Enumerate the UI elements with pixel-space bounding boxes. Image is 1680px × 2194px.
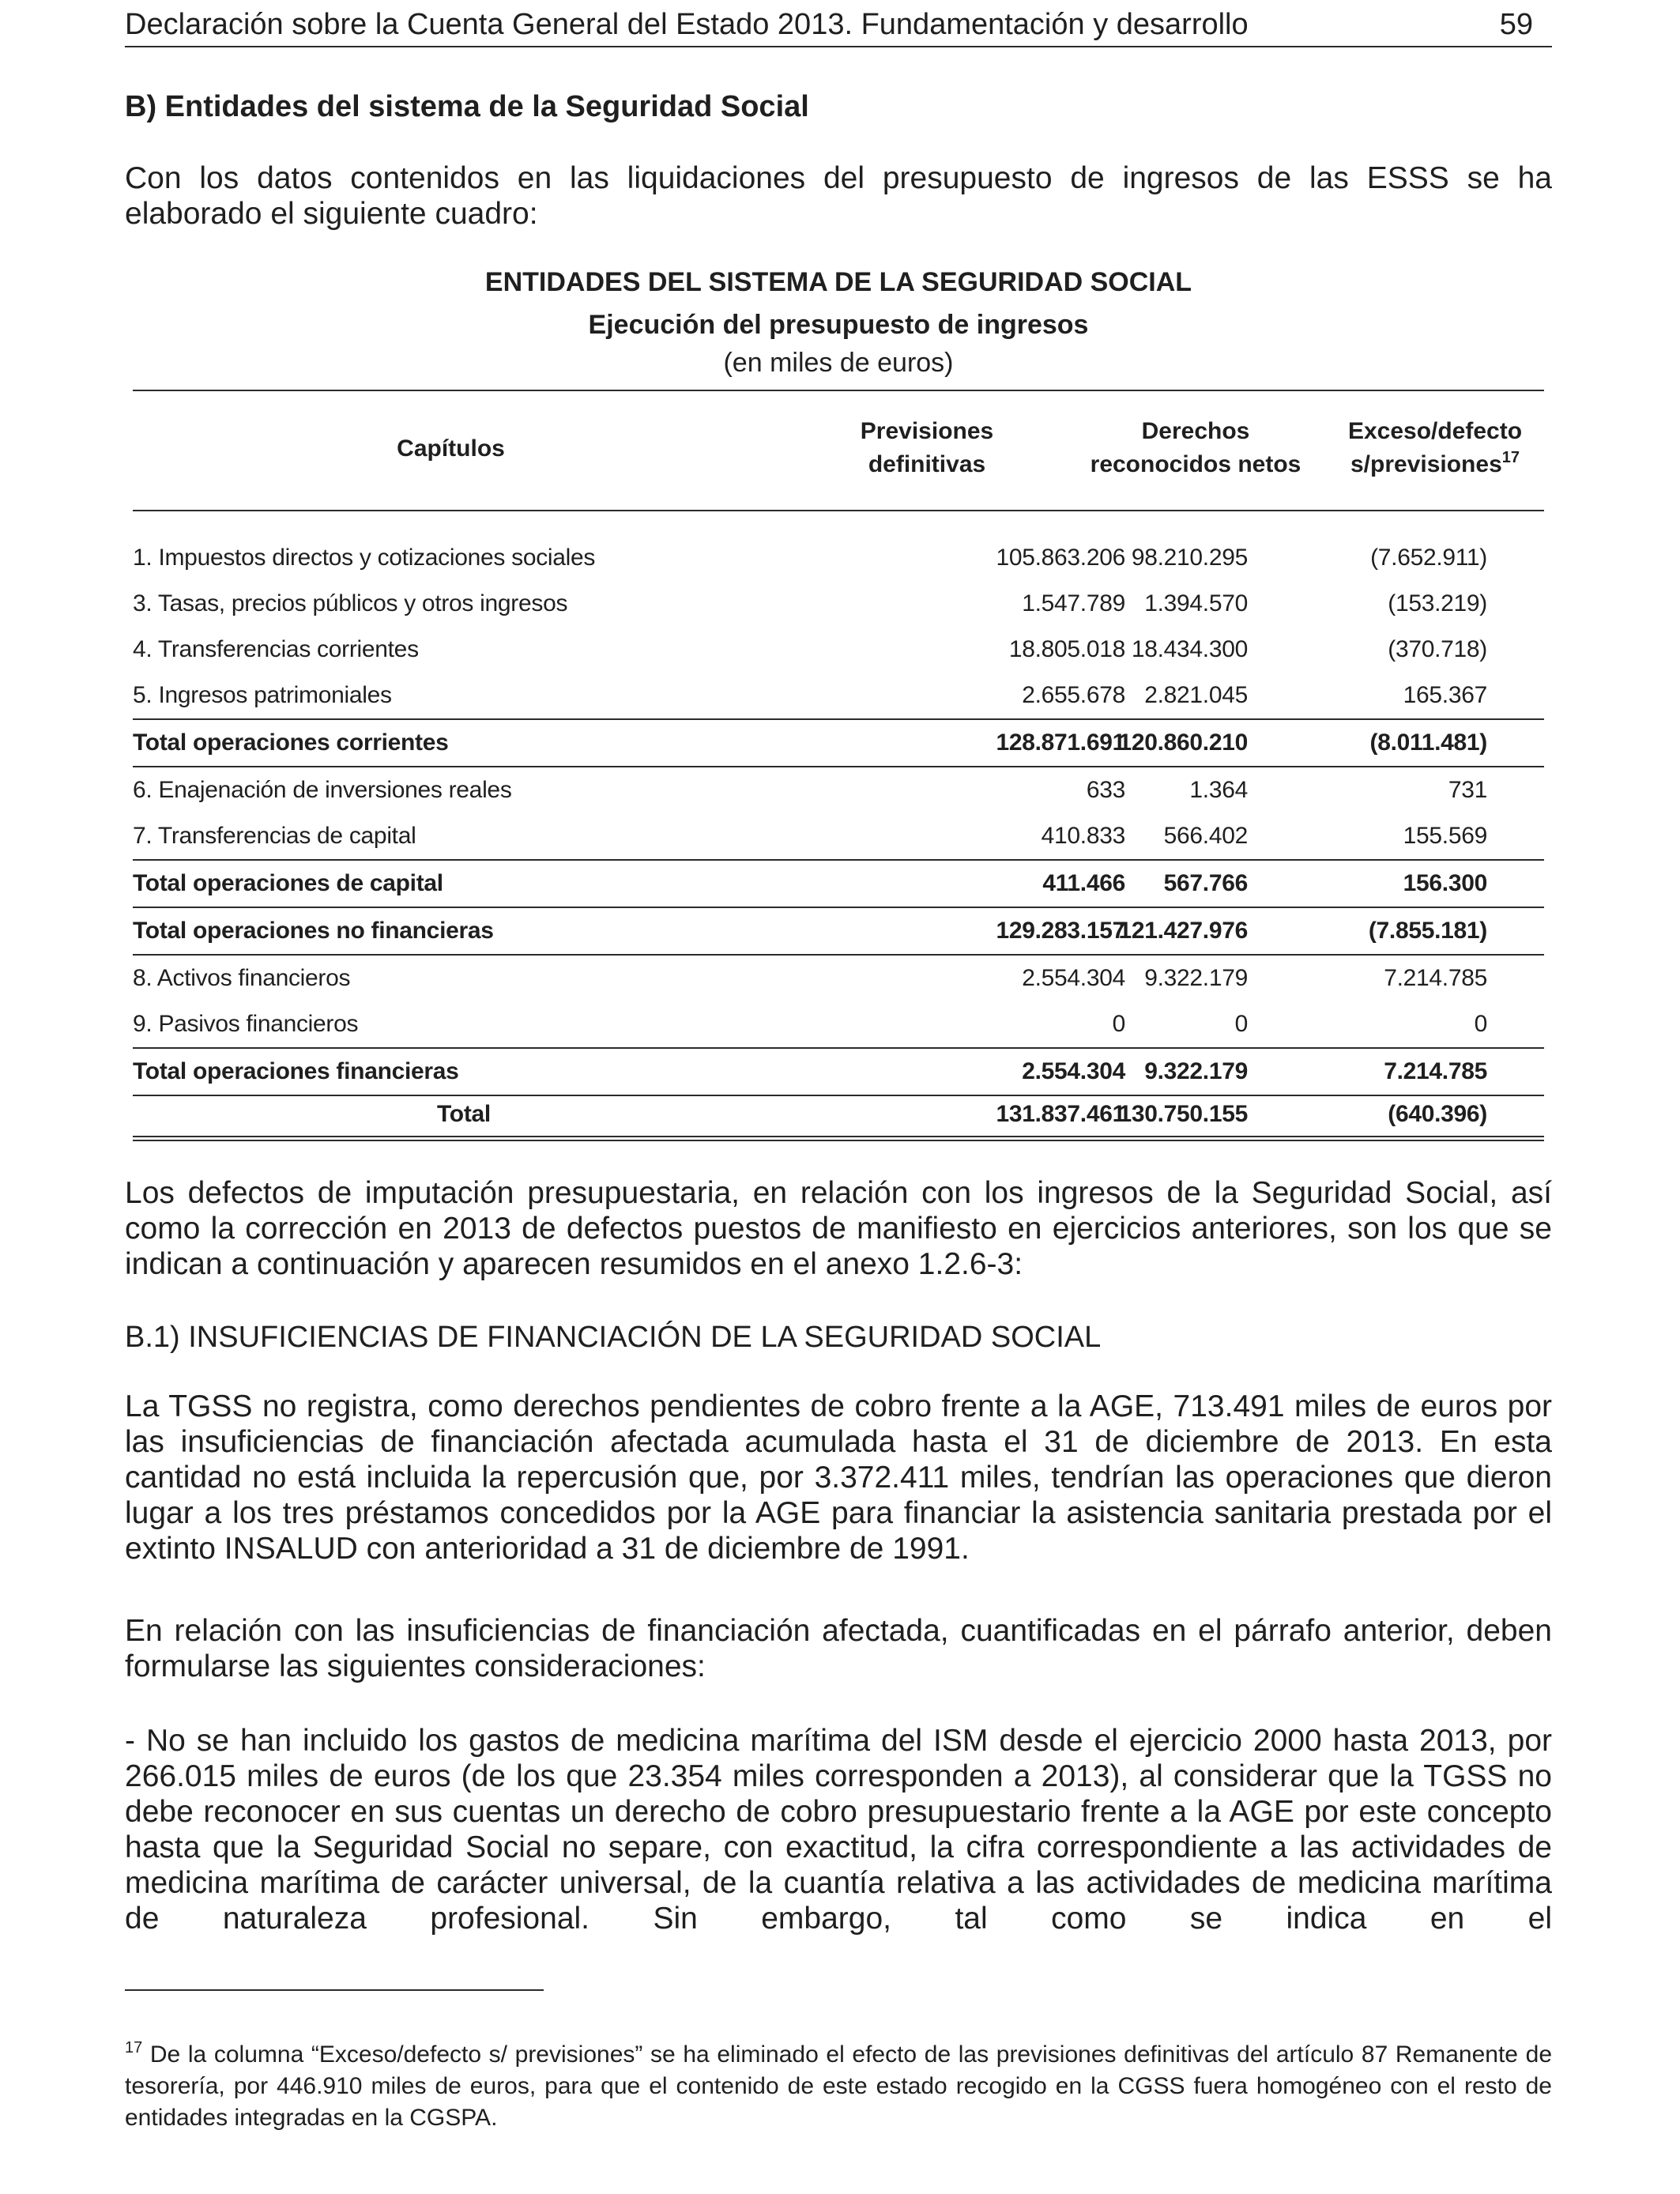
table-row: 9. Pasivos financieros 0 0 0 — [133, 1011, 1487, 1037]
table-row: 4. Transferencias corrientes 18.805.018 18.434.300 (370.718) — [133, 636, 1487, 662]
table-unit: (en miles de euros) — [723, 348, 954, 378]
table-row: 5. Ingresos patrimoniales 2.655.678 2.821.045 165.367 — [133, 682, 1487, 708]
table-row: 1. Impuestos directos y cotizaciones sociales 105.863.206 98.210.295 (7.652.911) — [133, 545, 1487, 571]
column-header-derechos: Derechos reconocidos netos — [1090, 418, 1301, 477]
section-heading: B) Entidades del sistema de la Seguridad Social — [125, 90, 809, 123]
subtotal-row: Total operaciones no financieras 129.283.157 121.427.976 (7.855.181) — [133, 907, 1544, 954]
table-row: 7. Transferencias de capital 410.833 566.402 155.569 — [133, 823, 1487, 849]
subtotal-row: Total operaciones financieras 2.554.304 9.322.179 7.214.785 — [133, 1047, 1544, 1095]
subtotal-row: Total operaciones de capital 411.466 567.766 156.300 — [133, 859, 1544, 907]
table-row: 6. Enajenación de inversiones reales 633 1.364 731 — [133, 766, 1544, 813]
running-header — [125, 5, 1552, 47]
income-budget-table — [133, 265, 1544, 1141]
body-paragraph-4: - No se han incluido los gastos de medicina marítima del ISM desde el ejercicio 2000 hasta 2013, por 266.015 miles de euros (de los que 23.354 miles corresponden a 2013), al considerar que la TGSS no debe reconocer en sus cuentas un derecho de cobro presupuestario frente a la AGE por este concepto hasta que la Seguridad Social no separe, con exactitud, la cifra correspondiente a las actividades de medicina marítima de carácter universal, de la cuantía relativa a las actividades de medicina marítima de naturaleza profesional. Sin embargo, tal como se indica en el — [125, 1724, 1552, 1936]
table-subtitle: Ejecución del presupuesto de ingresos — [588, 310, 1089, 340]
footnote-number: 17 — [125, 2039, 143, 2056]
grand-total-row: Total 131.837.461 130.750.155 (640.396) — [133, 1095, 1544, 1136]
intro-paragraph: Con los datos contenidos en las liquidaciones del presupuesto de ingresos de las ESSS se ha elaborado el siguiente cuadro: — [125, 161, 1552, 231]
table-title: ENTIDADES DEL SISTEMA DE LA SEGURIDAD SOCIAL — [484, 267, 1192, 297]
column-header-exceso: Exceso/defecto s/previsiones$^{17}$ — [1347, 418, 1523, 477]
footnote-text: De la columna “Exceso/defecto s/ previsiones” se ha eliminado el efecto de las previsiones definitivas del artículo 87 Remanente de tesorería, por 446.910 miles de euros, para que el contenido de este estado recogido en la CGSS fuera homogéneo con el resto de entidades integradas en la CGSPA. — [125, 2041, 1552, 2131]
table-row: 8. Activos financieros 2.554.304 9.322.179 7.214.785 — [133, 954, 1544, 1001]
table-row: 3. Tasas, precios públicos y otros ingresos 1.547.789 1.394.570 (153.219) — [133, 590, 1487, 616]
footnote — [125, 2039, 1552, 2134]
column-header-capitulos: Capítulos — [397, 435, 505, 462]
subtotal-row: Total operaciones corrientes 128.871.691 120.860.210 (8.011.481) — [133, 718, 1544, 766]
body-paragraph-3: En relación con las insuficiencias de financiación afectada, cuantificadas en el párrafo anterior, deben formularse las siguientes consideraciones: — [125, 1614, 1552, 1683]
table-bottom-double-rule — [133, 1136, 1544, 1141]
footnote-separator — [125, 1989, 544, 1991]
column-header-previsiones: Previsiones definitivas — [860, 418, 994, 477]
page-number: 59 — [1499, 8, 1533, 41]
footnote-ref: 17 — [1501, 449, 1520, 466]
table-column-headers — [133, 391, 1544, 511]
body-paragraph-2: La TGSS no registra, como derechos pendientes de cobro frente a la AGE, 713.491 miles de euros por las insuficiencias de financiación afectada acumulada hasta el 31 de diciembre de 2013. En esta cantidad no está incluida la repercusión que, por 3.372.411 miles, tendrían las operaciones que dieron lugar a los tres préstamos concedidos por la AGE para financiar la asistencia sanitaria prestada por el extinto INSALUD con anterioridad a 31 de diciembre de 1991. — [125, 1389, 1552, 1566]
body-paragraph-1: Los defectos de imputación presupuestaria, en relación con los ingresos de la Seguridad Social, así como la corrección en 2013 de defectos puestos de manifiesto en ejercicios anteriores, son los que se indican a continuación y aparecen resumidos en el anexo 1.2.6-3: — [125, 1176, 1552, 1281]
running-header-title: Declaración sobre la Cuenta General del Estado 2013. Fundamentación y desarrollo — [125, 8, 1249, 41]
table-body — [133, 535, 1544, 1141]
subsection-heading: B.1) INSUFICIENCIAS DE FINANCIACIÓN DE LA SEGURIDAD SOCIAL — [125, 1321, 1102, 1354]
